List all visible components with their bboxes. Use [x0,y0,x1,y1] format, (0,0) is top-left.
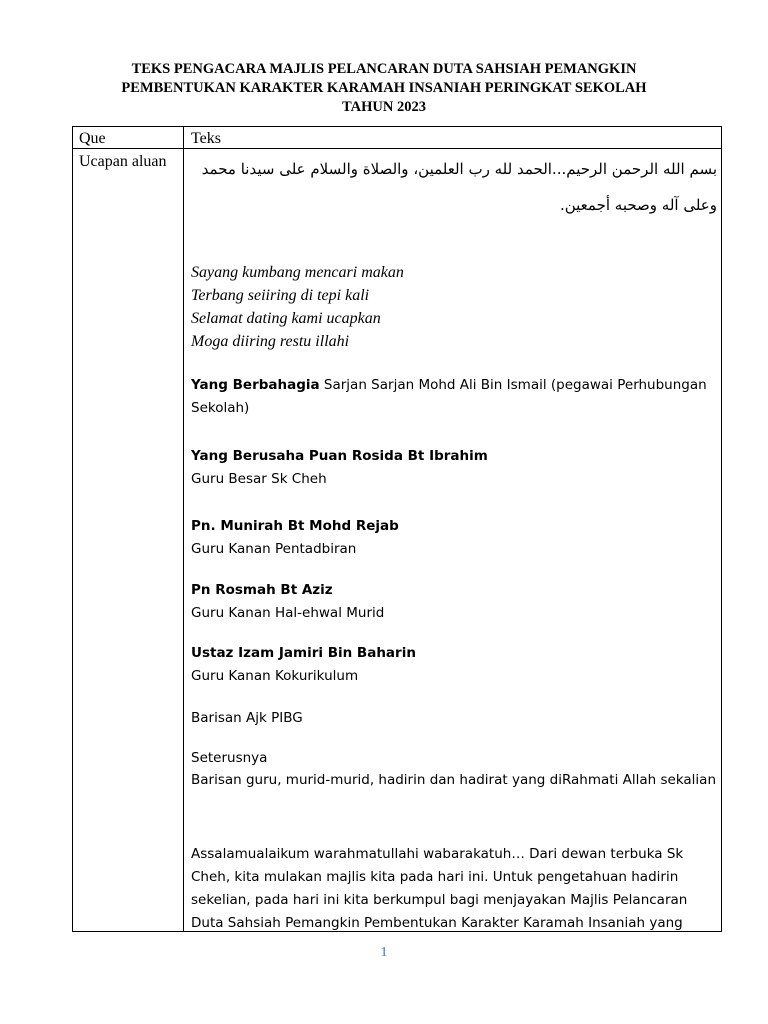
arabic-opening-text: بسم الله الرحمن الرحيم...الحمد لله رب العلمين، والصلاة والسلام على سيدنا محمد وعلى آله وصحبه أجمعين. [201,160,717,214]
guest-gk-pentadbiran [191,515,717,561]
guest-role: Guru Besar Sk Cheh [191,471,327,487]
guest-honorific: Yang Berbahagia [191,377,320,393]
script-table [72,126,722,932]
seterusnya-text: Seterusnya [191,750,268,766]
guest-name-role: Sarjan Sarjan Mohd Ali Bin Ismail (pegawai Perhubungan Sekolah) [191,377,707,416]
barisan-ajk-pibg: Barisan Ajk PIBG [191,710,303,726]
opening-paragraph: Assalamualaikum warahmatullahi wabarakatuh… Dari dewan terbuka Sk Cheh, kita mulakan majlis kita pada hari ini. Untuk pengetahuan hadirin sekelian, pada hari ini kita berkumpul bagi menjayakan Majlis Pelancaran Duta Sahsiah Pemangkin Pembentukan Karakter Karamah Insaniah yang [191,846,688,931]
barisan-guru-text: Barisan guru, murid-murid, hadirin dan hadirat yang diRahmati Allah sekalian [191,772,717,788]
guest-role: Guru Kanan Hal-ehwal Murid [191,605,385,621]
pantun-line: Selamat dating kami ucapkan [191,310,381,327]
guest-gk-kokurikulum [191,642,717,688]
header-teks: Teks [191,130,221,147]
pantun-verse [191,261,404,353]
guest-name: Pn. Munirah Bt Mohd Rejab [191,518,399,534]
que-cell-ucapan-aluan: Ucapan aluan [79,153,167,170]
title-line-3: TAHUN 2023 [342,99,426,115]
guest-role: Guru Kanan Pentadbiran [191,541,357,557]
guest-name: Yang Berusaha Puan Rosida Bt Ibrahim [191,448,488,464]
guest-guru-besar [191,445,717,491]
table-header-row [73,127,721,149]
title-line-1: TEKS PENGACARA MAJLIS PELANCARAN DUTA SAHSIAH PEMANGKIN [131,61,637,77]
pantun-line: Terbang seiiring di tepi kali [191,287,370,304]
guest-role: Guru Kanan Kokurikulum [191,668,359,684]
pantun-line: Sayang kumbang mencari makan [191,264,404,281]
page-number: 1 [380,945,388,960]
pantun-line: Moga diiring restu illahi [191,333,350,350]
header-que: Que [79,130,106,147]
document-title [60,60,708,117]
title-line-2: PEMBENTUKAN KARAKTER KARAMAH INSANIAH PERINGKAT SEKOLAH [121,80,647,96]
guest-pegawai-perhubungan [191,374,717,420]
column-divider [183,127,184,931]
guest-name: Ustaz Izam Jamiri Bin Baharin [191,645,416,661]
guest-gk-hem [191,579,717,625]
guest-name: Pn Rosmah Bt Aziz [191,582,333,598]
